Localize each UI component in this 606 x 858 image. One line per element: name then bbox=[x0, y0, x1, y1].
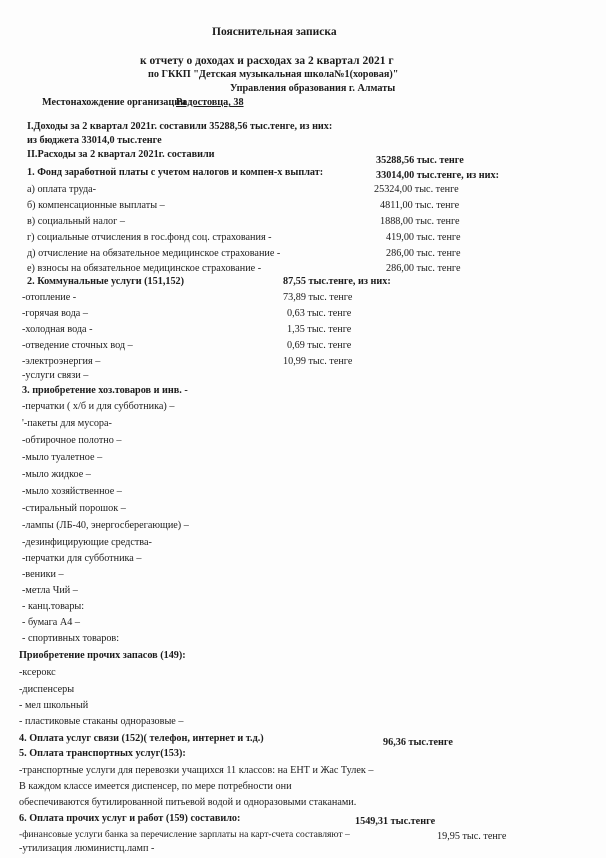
other-stock-item: - пластиковые стаканы одноразовые – bbox=[19, 716, 184, 727]
household-item: '-пакеты для мусора- bbox=[22, 418, 112, 429]
other-stock-item: -диспенсеры bbox=[19, 684, 75, 695]
communication-header: 4. Оплата услуг связи (152)( телефон, интернет и т.д.) bbox=[19, 733, 264, 744]
utilities-header: 2. Коммунальные услуги (151,152) bbox=[27, 276, 185, 287]
salary-item-label: е) взносы на обязательное медицинское страхование - bbox=[27, 263, 262, 274]
expenses-header: II.Расходы за 2 квартал 2021г. составили bbox=[27, 149, 215, 160]
utility-item-label: -услуги связи – bbox=[22, 370, 89, 381]
salary-header: 1. Фонд заработной платы с учетом налогов и компен-х выплат: bbox=[27, 167, 324, 178]
transport-header: 5. Оплата транспортных услуг(153): bbox=[19, 748, 186, 759]
utility-item-label: -горячая вода – bbox=[22, 308, 88, 319]
salary-item-value: 286,00 тыс. тенге bbox=[386, 263, 461, 274]
utility-item-value: 10,99 тыс. тенге bbox=[283, 356, 353, 367]
salary-total bbox=[376, 170, 499, 182]
income-line-1: I.Доходы за 2 квартал 2021г. составили 35288,56 тыс.тенге, из них: bbox=[27, 121, 333, 132]
doc-subtitle-organization: по ГККП "Детская музыкальная школа№1(хоровая)" bbox=[148, 69, 399, 80]
salary-item-label: в) социальный налог – bbox=[27, 216, 125, 227]
household-header: 3. приобретение хоз.товаров и инв. - bbox=[22, 385, 188, 396]
other-services-header: 6. Оплата прочих услуг и работ (159) составило: bbox=[19, 813, 241, 824]
doc-subtitle-period: к отчету о доходах и расходах за 2 квартал 2021 г bbox=[140, 55, 394, 67]
utility-item-value: 73,89 тыс. тенге bbox=[283, 292, 353, 303]
salary-item-label: а) оплата труда- bbox=[27, 184, 97, 195]
utilities-total-text: 87,55 тыс.тенге, из них: bbox=[283, 276, 391, 287]
household-item: -мыло хозяйственное – bbox=[22, 486, 122, 497]
utility-item-label: -электроэнергия – bbox=[22, 356, 101, 367]
other-stock-item: - мел школьный bbox=[19, 700, 89, 711]
communication-value: 96,36 тыс.тенге bbox=[383, 737, 453, 748]
location-label: Местонахождение организации bbox=[42, 97, 187, 108]
salary-item-value: 25324,00 тыс. тенге bbox=[374, 184, 459, 195]
salary-item-value: 1888,00 тыс. тенге bbox=[380, 216, 460, 227]
transport-line: В каждом классе имеется диспенсер, по мере потребности они bbox=[19, 781, 292, 792]
expenses-total: 35288,56 тыс. тенге bbox=[376, 155, 464, 166]
location-address: Радостовца, 38 bbox=[176, 97, 244, 108]
utility-item-value: 0,63 тыс. тенге bbox=[287, 308, 352, 319]
transport-line: обеспечиваются бутилированной питьевой водой и одноразовыми стаканами. bbox=[19, 797, 357, 808]
doc-title: Пояснительная записка bbox=[212, 26, 337, 38]
utilities-total bbox=[283, 276, 391, 288]
household-item: - канц.товары: bbox=[22, 601, 85, 612]
household-item: -обтирочное полотно – bbox=[22, 435, 122, 446]
salary-total-text: 33014,00 тыс.тенге, из них: bbox=[376, 170, 500, 181]
other-services-item-value: 19,95 тыс. тенге bbox=[437, 831, 507, 842]
household-item: -перчатки ( х/б и для субботника) – bbox=[22, 401, 175, 412]
other-services-item-label: -утилизация люминистц.ламп - bbox=[19, 843, 155, 854]
other-stock-item: -ксерокс bbox=[19, 667, 56, 678]
household-item: -стиральный порошок – bbox=[22, 503, 126, 514]
utility-item-label: -отопление - bbox=[22, 292, 77, 303]
household-item: -мыло туалетное – bbox=[22, 452, 103, 463]
household-item: - бумага А4 – bbox=[22, 617, 80, 628]
household-item: -дезинфицирующие средства- bbox=[22, 537, 152, 548]
other-stock-header: Приобретение прочих запасов (149): bbox=[19, 650, 186, 661]
doc-subtitle-department: Управления образования г. Алматы bbox=[230, 83, 396, 94]
salary-item-label: д) отчисление на обязательное медицинское страхование - bbox=[27, 248, 281, 259]
salary-item-label: б) компенсационные выплаты – bbox=[27, 200, 165, 211]
transport-line: -транспортные услуги для перевозки учащихся 11 классов: на ЕНТ и Жас Тулек – bbox=[19, 765, 374, 776]
salary-item-value: 286,00 тыс. тенге bbox=[386, 248, 461, 259]
salary-item-value: 4811,00 тыс. тенге bbox=[380, 200, 460, 211]
utility-item-value: 1,35 тыс. тенге bbox=[287, 324, 352, 335]
salary-item-label: г) социальные отчисления в гос.фонд соц. страхования - bbox=[27, 232, 272, 243]
household-item: - спортивных товаров: bbox=[22, 633, 120, 644]
household-item: -веники – bbox=[22, 569, 64, 580]
salary-item-value: 419,00 тыс. тенге bbox=[386, 232, 461, 243]
household-item: -перчатки для субботника – bbox=[22, 553, 142, 564]
household-item: -метла Чий – bbox=[22, 585, 78, 596]
utility-item-label: -отведение сточных вод – bbox=[22, 340, 133, 351]
household-item: -мыло жидкое – bbox=[22, 469, 91, 480]
other-services-value: 1549,31 тыс.тенге bbox=[355, 816, 436, 827]
household-item: -лампы (ЛБ-40, энергосберегающие) – bbox=[22, 520, 189, 531]
utility-item-value: 0,69 тыс. тенге bbox=[287, 340, 352, 351]
income-line-2: из бюджета 33014,0 тыс.тенге bbox=[27, 135, 162, 146]
other-services-item-label: -финансовые услуги банка за перечисление зарплаты на карт-счета составляют – bbox=[19, 829, 350, 840]
utility-item-label: -холодная вода - bbox=[22, 324, 93, 335]
